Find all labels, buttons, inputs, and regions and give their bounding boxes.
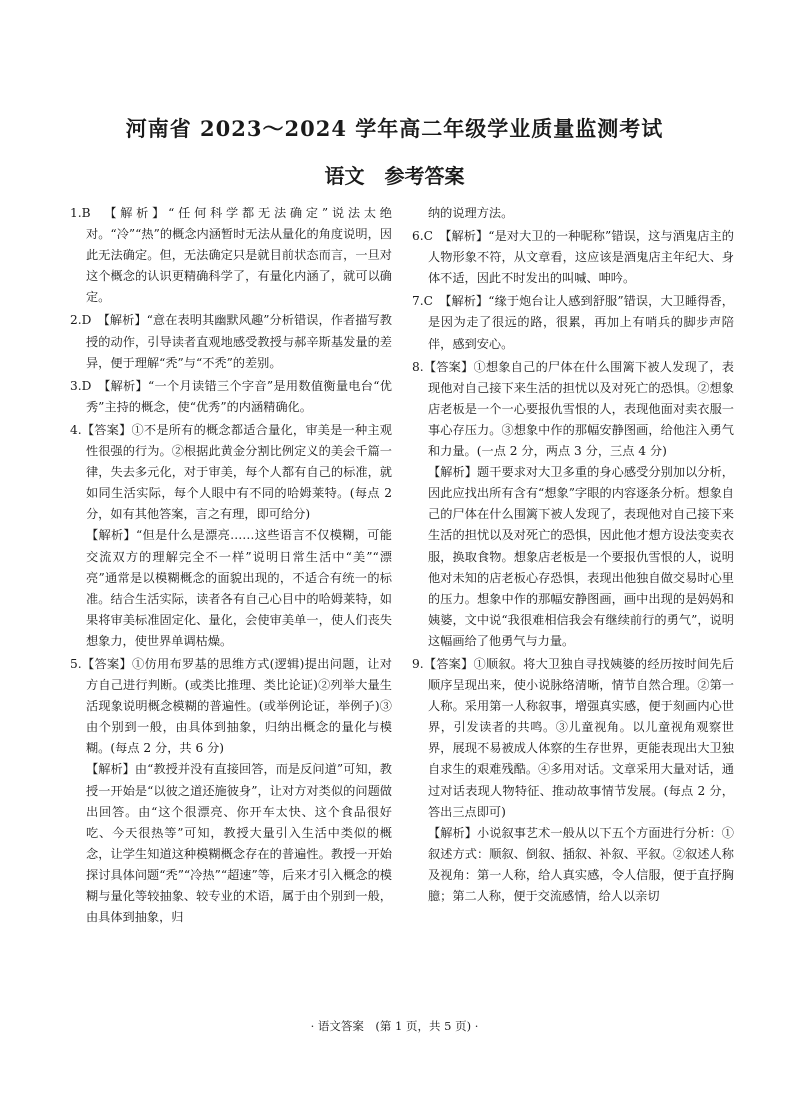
answer-text: 5.【答案】①仿用布罗基的思维方式(逻辑)提出问题，让对方自己进行判断。(或类比推理、类比论证)②列举大量生活现象说明概念模糊的普遍性。(或举例论证，举例子)③由个别到一般，由具体到抽象，归纳出概念的量化与模糊。(每点 2 分，共 6 分) (70, 656, 392, 756)
answer-text: 纳的说理方法。 (428, 206, 514, 220)
answer-text: 4.【答案】①不是所有的概念都适合量化，审美是一种主观性很强的行为。②根据此黄金分割比例定义的美会千篇一律，失去多元化，对于审美，每个人都有自己的标准，就如同生活实际，每个人眼中有不同的哈姆莱特。(每点 2 分，如有其他答案，言之有理，即可给分) (70, 422, 392, 522)
analysis-text: 【解析】“但是什么是漂亮……这些语言不仅模糊，可能交流双方的理解完全不一样”说明日常生活中“美”“漂亮”通常是以模糊概念的面貌出现的，不适合有统一的标准。结合生活实际，读者各有自己心目中的哈姆莱特，如果将审美标准固定化、量化，会使审美单一，使人们丧失想象力，使世界单调枯燥。 (86, 528, 392, 648)
analysis-text: 【解析】题干要求对大卫多重的身心感受分别加以分析，因此应找出所有含有“想象”字眼的内容逐条分析。想象自己的尸体在什么围篱下被人发现了，表现他对自己接下来生活的担忧以及对死亡的恐惧，因此他才想方设法变卖衣服，换取食物。想象店老板是一个要报仇雪恨的人，说明他对未知的店老板心存恐惧，表现出他独自做交易时心里的压力。想象中作的那幅安静图画，画中出现的是妈妈和姨婆，文中说“我很难相信我会有继续前行的勇气”，说明这幅画给了他勇气与力量。 (428, 465, 734, 648)
answer-text: 3.D 【解析】“一个月读错三个字音”是用数值衡量电台“优秀”主持的概念，使“优秀”的内涵精确化。 (70, 378, 392, 414)
page-subtitle: 语文 参考答案 (324, 164, 465, 188)
answer-item-1 (70, 203, 392, 308)
answer-item-9 (412, 654, 734, 907)
answer-text: 6.C 【解析】“是对大卫的一种昵称”错误，这与酒鬼店主的人物形象不符，从文章看，这应该是酒鬼店主年纪大、身体不适，因此不时发出的叫喊、呻吟。 (412, 229, 734, 286)
answer-text: 9.【答案】①顺叙。将大卫独自寻找姨婆的经历按时间先后顺序呈现出来，使小说脉络清晰，情节自然合理。②第一人称。采用第一人称叙事，增强真实感，便于刻画内心世界，引发读者的共鸣。③儿童视角。以儿童视角观察世界，展现不易被成人体察的生存世界，更能表现出大卫独自求生的艰难残酷。④多用对话。文章采用大量对话，通过对话表现人物特征、推动故事情节发展。(每点 2 分，答出三点即可) (412, 656, 734, 819)
answer-item-7 (412, 291, 734, 354)
answer-text: 2.D 【解析】“意在表明其幽默风趣”分析错误，作者描写教授的动作，引导读者直观地感受教授与郝辛斯基发量的差异，便于理解“秃”与“不秃”的差别。 (70, 313, 392, 370)
answer-item-3 (70, 376, 392, 418)
answer-item-8 (412, 357, 734, 652)
answer-text: 1.B 【解析】“任何科学都无法确定”说法太绝对。“冷”“热”的概念内涵暂时无法从量化的角度说明，因此无法确定。但，无法确定只是就目前状态而言，一旦对这个概念的认识更精确科学了，有量化内涵了，就可以确定。 (70, 206, 392, 305)
answer-item-2 (70, 310, 392, 373)
right-column (412, 203, 734, 909)
answer-item-5 (70, 654, 392, 928)
left-column (70, 203, 392, 930)
answer-text: 8.【答案】①想象自己的尸体在什么围篱下被人发现了，表现他对自己接下来生活的担忧以及对死亡的恐惧。②想象店老板是一个一心要报仇雪恨的人，表现他面对卖衣服一事心存压力。③想象中作的那幅安静图画，给他注入勇气和力量。(一点 2 分，两点 3 分，三点 4 分) (412, 359, 734, 459)
answer-text: 7.C 【解析】“缘于炮台让人感到舒服”错误，大卫睡得香，是因为走了很远的路，很累，再加上有哨兵的脚步声陪伴，感到安心。 (412, 294, 734, 351)
analysis-text: 【解析】由“教授并没有直接回答，而是反问道”可知，教授一开始是“以彼之道还施彼身”，让对方对类似的问题做出回答。由“这个很漂亮、你开车太快、这个食品很好吃、今天很热等”可知，教授大量引入生活中类似的概念，让学生知道这种模糊概念存在的普遍性。教授一开始探讨具体问题“秃”“冷热”“超速”等，后来才引入概念的模糊与量化等较抽象、较专业的术语，属于由个别到一般，由具体到抽象，归 (86, 762, 392, 925)
page-footer: · 语文答案 (第 1 页，共 5 页) · (310, 1019, 479, 1033)
analysis-text: 【解析】小说叙事艺术一般从以下五个方面进行分析：①叙述方式：顺叙、倒叙、插叙、补叙、平叙。②叙述人称及视角：第一人称，给人真实感，令人信服，便于直抒胸臆；第二人称，便于交流感情，给人以亲切 (428, 825, 734, 903)
answer-item-4 (70, 420, 392, 652)
page-title: 河南省 2023～2024 学年高二年级学业质量监测考试 (125, 116, 664, 141)
answer-item-6 (412, 226, 734, 289)
answer-item-5-continued (412, 203, 734, 224)
